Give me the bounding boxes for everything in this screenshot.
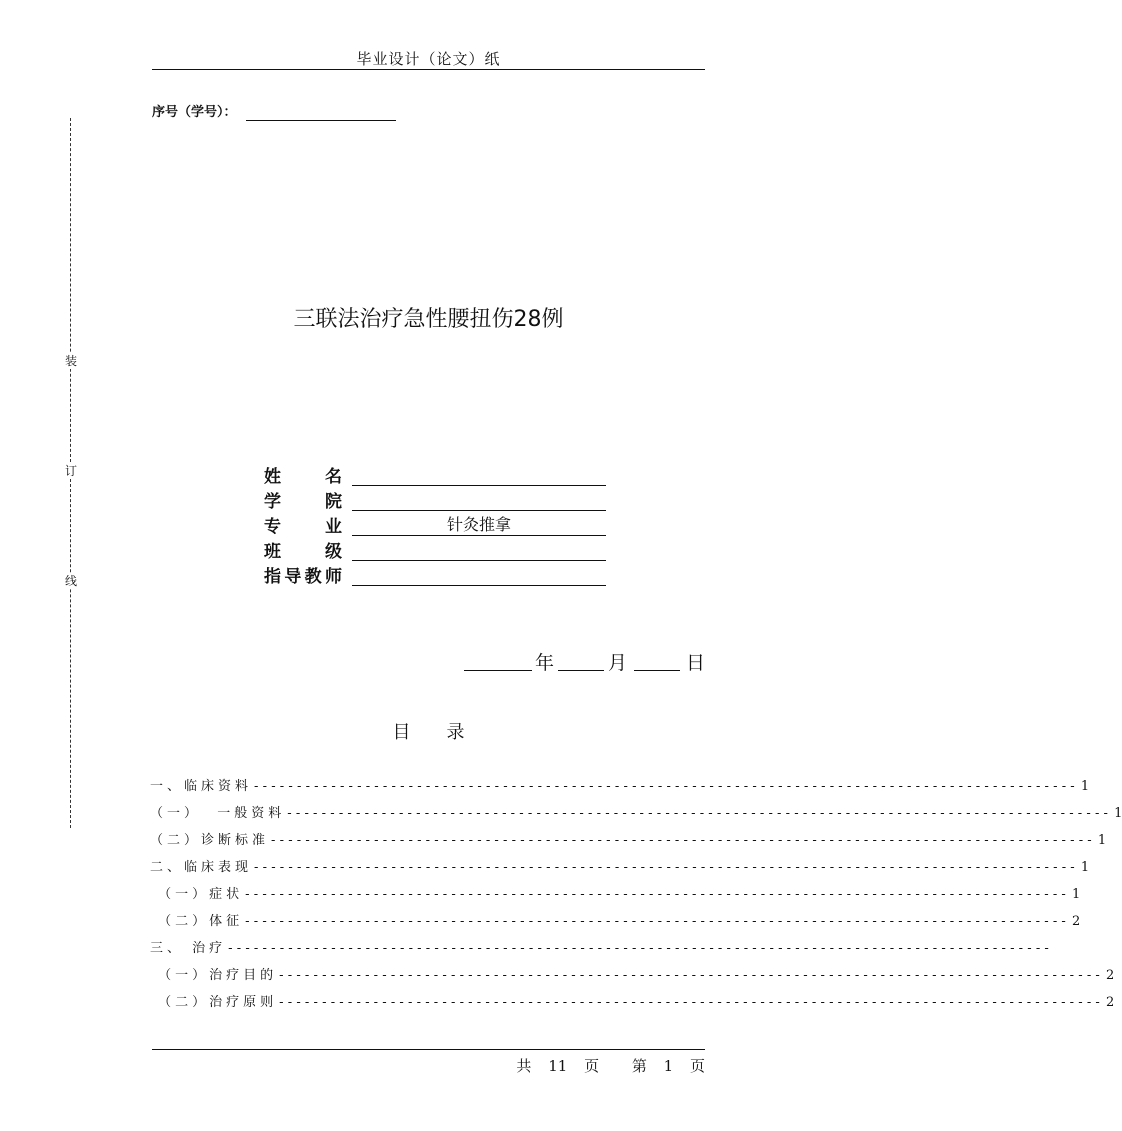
footer-current-prefix: 第 [631,1057,647,1075]
toc-item-label: 三、 治疗 [150,941,227,956]
info-row-college [264,487,609,511]
binding-char-xian: 线 [62,573,80,589]
toc-item[interactable] [150,883,1081,903]
info-label-class: 班级 [264,542,342,562]
advisor-field[interactable] [352,585,606,586]
toc-leader: ------------------------------------------------------------------------------------------------ [271,833,1096,848]
toc-item-page: 2 [1106,995,1115,1010]
toc-leader: ------------------------------------------------------------------------------------------------ [287,806,1113,821]
serial-input-line[interactable] [246,120,396,121]
toc-item-label: （一）治疗目的 [150,968,278,983]
footer-total-pages: 11 [548,1057,568,1075]
toc-item-page: 1 [1080,779,1090,794]
toc-leader: ------------------------------------------------------------------------------------------------ [245,914,1071,929]
college-field[interactable] [352,510,606,511]
date-year-field[interactable] [464,670,532,671]
toc-item-page: 2 [1072,914,1081,929]
toc-item[interactable] [150,937,1054,957]
toc-item-label: 二、临床表现 [150,860,253,875]
date-month-label: 月 [608,652,628,674]
binding-char-zhuang: 装 [62,353,80,369]
toc-item-page: 1 [1097,833,1107,848]
toc-leader: ------------------------------------------------------------------------------------------------ [279,968,1105,983]
info-label-advisor: 指导教师 [264,567,342,587]
footer-current-page: 1 [663,1057,674,1075]
footer-rule [152,1049,705,1050]
date-year-label: 年 [535,652,555,674]
toc-item-label: 一、临床资料 [150,779,253,794]
toc-item-label: （二）治疗原则 [150,995,278,1010]
header-title: 毕业设计（论文）纸 [356,50,501,68]
footer-page-word-1: 页 [584,1057,600,1075]
footer-total-prefix: 共 [516,1057,532,1075]
info-row-class [264,537,609,561]
toc-item-label: （二）体征 [150,914,244,929]
toc-item[interactable] [150,802,1122,822]
date-day-field[interactable] [634,670,680,671]
toc-item-label: （一） 一般资料 [150,806,286,821]
date-day-label: 日 [686,652,706,674]
info-row-advisor [264,562,609,586]
info-label-college: 学院 [264,492,342,512]
major-field[interactable] [352,535,606,536]
toc-item[interactable] [150,910,1081,930]
toc-item[interactable] [150,991,1115,1011]
info-label-name: 姓名 [264,467,342,487]
toc-leader: ------------------------------------------------------------------------------------------------ [279,995,1105,1010]
toc-item-page: 2 [1106,968,1115,983]
info-row-name [264,462,609,486]
toc-leader: ------------------------------------------------------------------------------------------------ [228,941,1054,956]
toc-item[interactable] [150,856,1090,876]
binding-char-ding: 订 [62,463,80,479]
serial-label: 序号（学号）： [152,105,237,120]
toc-title: 目录 [392,722,501,743]
page-footer [152,1055,705,1076]
toc-item-page: 1 [1072,887,1081,902]
date-month-field[interactable] [558,670,604,671]
toc-item[interactable] [150,829,1107,849]
toc-leader: ------------------------------------------------------------------------------------------------ [254,860,1079,875]
toc-item-label: （一）症状 [150,887,244,902]
toc-leader: ------------------------------------------------------------------------------------------------ [245,887,1071,902]
footer-page-word-2: 页 [689,1057,705,1075]
document-title: 三联法治疗急性腰扭伤28例 [293,307,564,332]
info-label-major: 专业 [264,517,342,537]
toc-item-page: 1 [1114,806,1122,821]
class-field[interactable] [352,560,606,561]
info-value-major: 针灸推拿 [446,515,511,534]
header-rule [152,69,705,70]
name-field[interactable] [352,485,606,486]
toc-item-label: （二）诊断标准 [150,833,270,848]
toc-leader: ------------------------------------------------------------------------------------------------ [254,779,1079,794]
toc-item[interactable] [150,775,1090,795]
toc-item-page: 1 [1080,860,1090,875]
info-row-major [264,512,609,536]
toc-item[interactable] [150,964,1115,984]
